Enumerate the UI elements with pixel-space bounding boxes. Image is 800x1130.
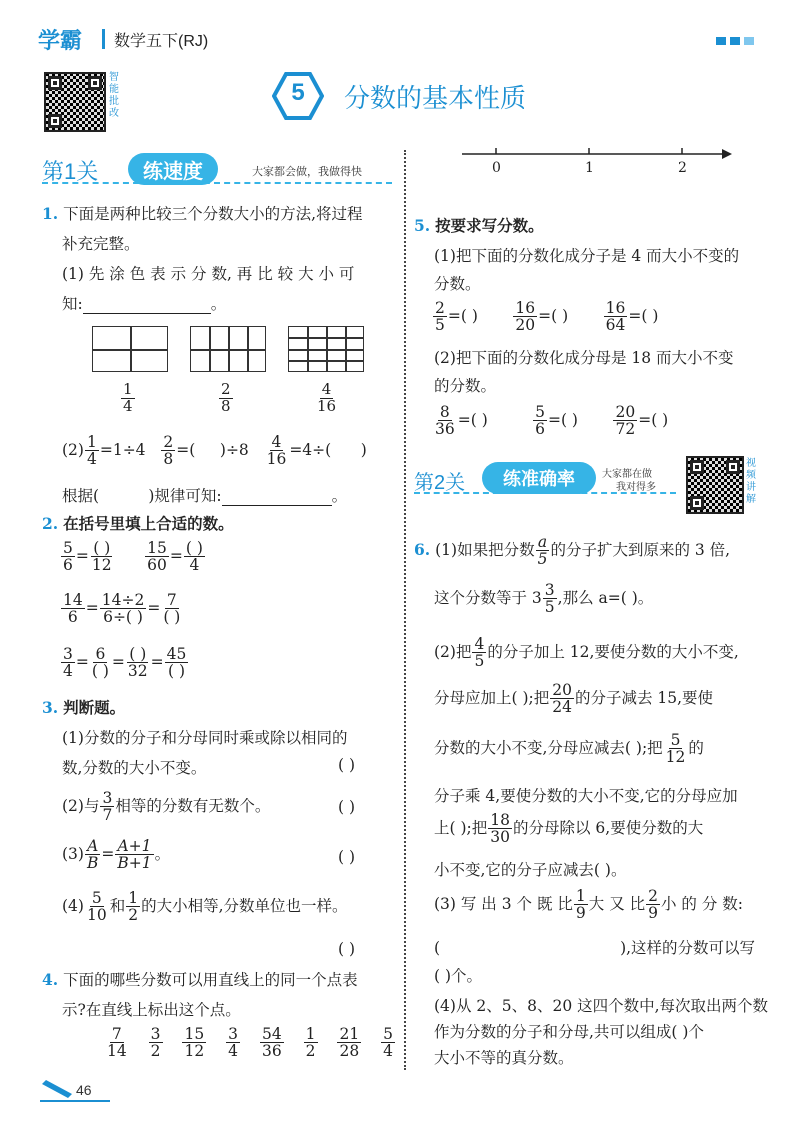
header-squares-icon	[716, 37, 756, 45]
qr-code-video[interactable]	[686, 456, 744, 514]
qr-label-smart-grading: 智能批改	[109, 72, 119, 119]
q3-s1b: 数,分数的大小不变。	[62, 759, 207, 777]
q1-frac-1: $\frac{1}{4}$	[123, 380, 133, 415]
q6-l12: (4)从 2、5、8、20 这四个数中,每次取出两个数	[434, 997, 769, 1015]
grid-quarters[interactable]	[92, 326, 168, 372]
column-divider	[404, 150, 406, 1070]
stage2-slogan-2: 我对得多	[616, 482, 656, 493]
axis-label-1: 1	[585, 160, 594, 176]
q5-s2a: (2)把下面的分数化成分母是 18 而大小不变	[434, 349, 734, 367]
q1-line1: 1. 下面是两种比较三个分数大小的方法,将过程	[42, 204, 363, 223]
q1-frac-2: $\frac{2}{8}$	[221, 380, 231, 415]
q1-sub1a: (1) 先 涂 色 表 示 分 数, 再 比 较 大 小 可	[62, 265, 355, 283]
qr-label-video: 视频讲解	[746, 458, 756, 505]
q3-judge-1[interactable]: ( )	[338, 756, 356, 774]
stage2-underline	[414, 492, 676, 494]
q1-answer-blank[interactable]	[83, 300, 211, 314]
q3-judge-4[interactable]: ( )	[338, 940, 356, 958]
q3-s3: (3) $\frac{A}{B}$ = $\frac{A+1}{B+1}$ 。	[62, 837, 171, 873]
q6-l8: 小不变,它的分子应减去( )。	[434, 861, 627, 879]
brand-divider	[102, 29, 105, 49]
footer-underline	[40, 1100, 110, 1102]
q2-row1: $\frac{5}{6}$ = $\frac{( )}{12}$ $\frac{15}{60}$ = $\frac{( )}{4}$	[63, 539, 203, 575]
q1-sub2-line2: 根据( )规律可知: 。	[62, 487, 348, 505]
q6-l5: 分数的大小不变,分母应减去( );把 $\frac{5}{12}$ 的	[434, 731, 704, 767]
q5-row2: $\frac{8}{36}$ =( ) $\frac{5}{6}$ =( ) $\frac{20}{72}$ =( )	[435, 403, 669, 439]
stage2-badge: 练准确率	[482, 462, 596, 494]
subject-label: 数学五下(RJ)	[114, 33, 209, 50]
q6-l9: (3) 写 出 3 个 既 比 $\frac{1}{9}$ 大 又 比 $\frac{2}{9}$ 小 的 分 数:	[434, 887, 744, 923]
q1-sub2: (2) $\frac{1}{4}$ =1÷4 $\frac{2}{8}$ =( )÷8 $\frac{4}{16}$ =4÷( )	[62, 433, 367, 469]
q5-title: 5. 按要求写分数。	[414, 216, 544, 235]
q3-s4: (4) $\frac{5}{10}$ 和 $\frac{1}{2}$ 的大小相等,分数单位也一样。	[62, 889, 348, 925]
qr-code-smart-grading[interactable]	[44, 72, 106, 132]
q5-s1a: (1)把下面的分数化成分子是 4 而大小不变的	[434, 247, 740, 265]
pencil-icon	[40, 1080, 74, 1098]
stage1-underline	[42, 182, 392, 184]
q5-s2b: 的分数。	[434, 377, 497, 395]
q1-sub1b: 知: 。	[62, 295, 227, 313]
q6-l3: (2)把 $\frac{4}{5}$ 的分子加上 12,要使分数的大小不变,	[434, 635, 739, 671]
q1-line2: 补充完整。	[62, 235, 140, 253]
q6-l10: ( ),这样的分数可以写	[434, 939, 756, 957]
q2-title: 2. 在括号里填上合适的数。	[42, 514, 234, 533]
q2-row3: $\frac{3}{4}$ = $\frac{6}{( )}$ = $\frac{( )}{32}$ = $\frac{45}{( )}$	[63, 645, 187, 681]
page-number: 46	[76, 1082, 92, 1098]
q6-l2: 这个分数等于 3 $\frac{3}{5}$ ,那么 a=( )。	[434, 581, 654, 617]
stage1-slogan: 大家都会做，我做得快	[252, 166, 362, 178]
q3-judge-2[interactable]: ( )	[338, 798, 356, 816]
q4-line1: 4. 下面的哪些分数可以用直线上的同一个点表	[42, 970, 358, 989]
stage2-title: 第2关	[414, 472, 466, 494]
q4-line2: 示?在直线上标出这个点。	[62, 1001, 241, 1019]
q6-l11: ( )个。	[434, 967, 483, 985]
q3-judge-3[interactable]: ( )	[338, 848, 356, 866]
q3-s2: (2)与 $\frac{3}{7}$ 相等的分数有无数个。	[62, 789, 271, 825]
q2-row2: $\frac{14}{6}$ = $\frac{14\div 2}{6\div( )}$ = $\frac{7}{( )}$	[63, 591, 181, 627]
q5-row1: $\frac{2}{5}$ =( ) $\frac{16}{20}$ =( ) $\frac{16}{64}$ =( )	[435, 299, 659, 335]
q4-fracs: $\frac{7}{14}$ $\frac{3}{2}$ $\frac{15}{12}$ $\frac{3}{4}$ $\frac{54}{36}$ $\frac{1}{2}$ $\frac{21}{28}$ $\frac{5}{4}$	[107, 1025, 393, 1061]
axis-label-2: 2	[678, 160, 687, 176]
grid-sixteenths[interactable]	[288, 326, 364, 372]
grid-eighths[interactable]	[190, 326, 266, 372]
q6-l13: 作为分数的分子和分母,共可以组成( )个	[434, 1023, 704, 1041]
q1-rule-blank[interactable]	[222, 492, 332, 506]
q6-l14: 大小不等的真分数。	[434, 1049, 574, 1067]
axis-label-0: 0	[492, 160, 501, 176]
q6-l4: 分母应加上( );把 $\frac{20}{24}$ 的分子减去 15,要使	[434, 681, 714, 717]
q6-l1: 6. (1)如果把分数 $\frac{a}{5}$ 的分子扩大到原来的 3 倍,	[414, 533, 731, 569]
lesson-number: 5	[291, 79, 305, 106]
stage2-slogan-1: 大家都在做	[602, 469, 652, 480]
brand-logo: 学霸	[38, 28, 83, 53]
q5-s1b: 分数。	[434, 275, 481, 293]
q6-l7: 上( );把 $\frac{18}{30}$ 的分母除以 6,要使分数的大	[434, 811, 704, 847]
stage1-badge: 练速度	[128, 153, 218, 185]
q3-s1a: (1)分数的分子和分母同时乘或除以相同的	[62, 729, 348, 747]
lesson-title: 分数的基本性质	[344, 83, 527, 113]
q3-title: 3. 判断题。	[42, 698, 126, 717]
q1-frac-3: $\frac{4}{16}$	[317, 380, 337, 415]
stage1-title: 第1关	[42, 159, 99, 184]
q6-l6: 分子乘 4,要使分数的大小不变,它的分母应加	[434, 787, 738, 805]
